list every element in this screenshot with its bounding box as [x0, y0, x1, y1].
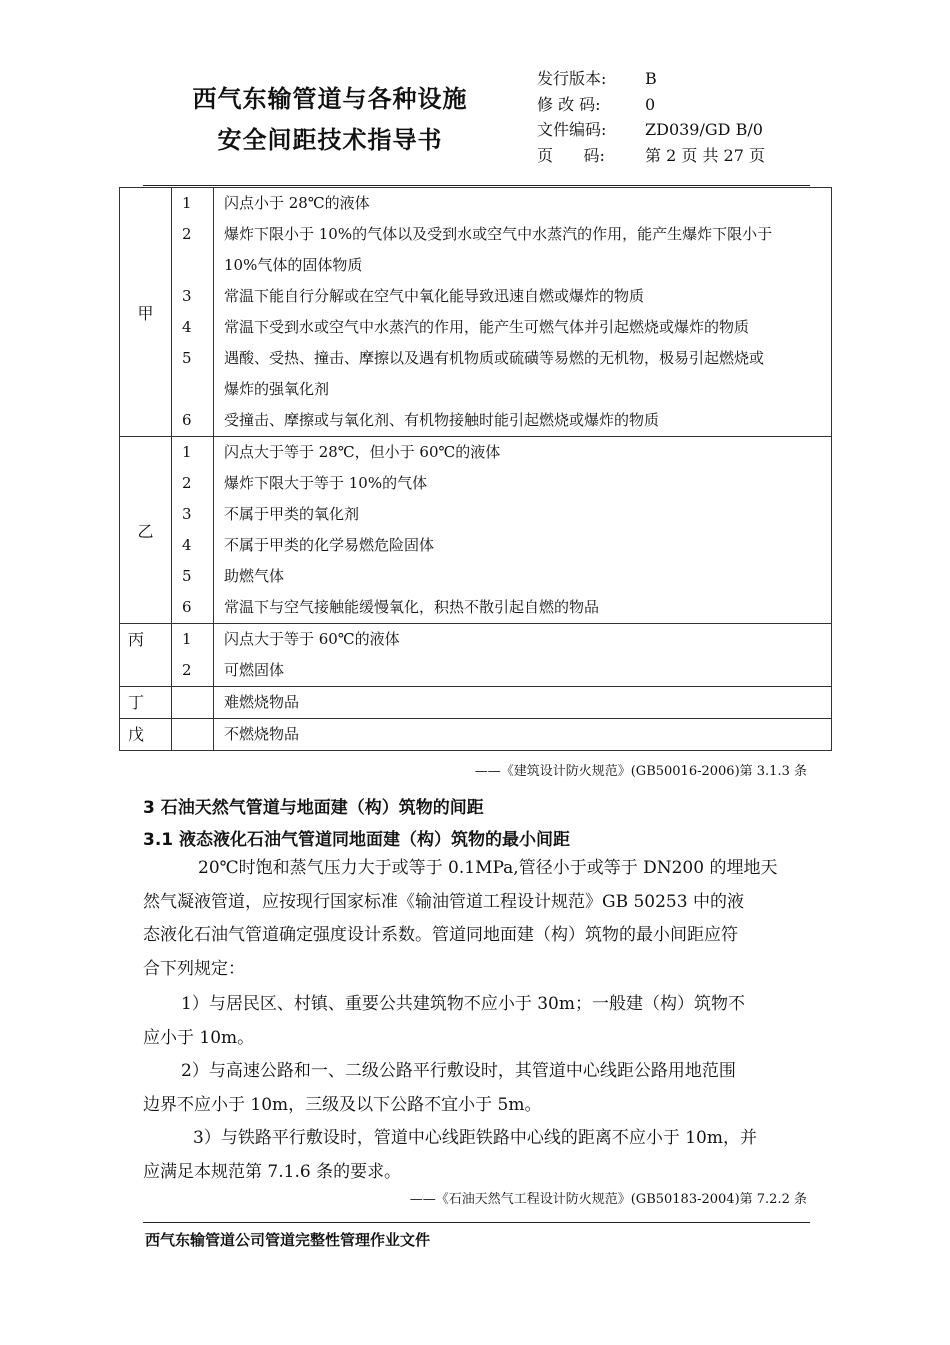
item-description: [214, 281, 831, 312]
meta-value: 0: [645, 94, 656, 114]
text-line: 20℃时饱和蒸气压力大于或等于 0.1MPa,管径小于或等于 DN200 的埋地天: [198, 858, 778, 878]
description-line: 闪点大于等于 28℃，但小于 60℃的液体: [224, 443, 501, 461]
meta-value: ZD039/GD B/0: [645, 120, 763, 139]
item-description: [214, 437, 831, 468]
number-cell: [172, 719, 214, 751]
section-heading: 3 石油天然气管道与地面建（构）筑物的间距: [143, 798, 484, 818]
item-number: 1: [182, 194, 192, 212]
item-number: 2: [182, 474, 192, 492]
description-line: 闪点大于等于 60℃的液体: [224, 630, 400, 648]
category-cell: 丁: [120, 687, 172, 719]
paragraph-rule-3: [143, 1122, 808, 1189]
item-number: 4: [182, 536, 192, 554]
item-number: 6: [182, 411, 192, 429]
meta-label: 修 改 码:: [537, 94, 601, 114]
description-line: 不燃烧物品: [224, 725, 300, 743]
description-cell: [214, 687, 832, 719]
item-number: 2: [182, 225, 192, 243]
item-number: 5: [182, 349, 192, 367]
text-line: 合下列规定：: [143, 958, 245, 979]
paragraph-rule-1: [143, 988, 808, 1055]
category-cell: 甲: [120, 188, 172, 437]
item-description: [214, 219, 831, 281]
table-row: [120, 687, 832, 719]
table-row: [120, 719, 832, 751]
table-row: [120, 624, 832, 687]
subsection-heading: 3.1 液态液化石油气管道同地面建（构）筑物的最小间距: [143, 830, 571, 850]
item-number: 3: [182, 287, 192, 305]
item-description: [214, 405, 831, 436]
description-line: 不属于甲类的氧化剂: [224, 505, 360, 523]
header-rule: [143, 185, 810, 186]
description-line: 助燃气体: [224, 567, 285, 585]
description-line: 不属于甲类的化学易燃危险固体: [224, 536, 435, 554]
text-line: 应满足本规范第 7.1.6 条的要求。: [143, 1161, 402, 1182]
description-line: 爆炸的强氧化剂: [224, 380, 330, 398]
meta-version: [537, 66, 765, 92]
text-line: 态液化石油气管道确定强度设计系数。管道同地面建（构）筑物的最小间距应符: [143, 925, 738, 945]
text-line: 3）与铁路平行敷设时，管道中心线距铁路中心线的距离不应小于 10m，并: [193, 1128, 757, 1148]
footer-rule: [143, 1222, 810, 1223]
text-line: 2）与高速公路和一、二级公路平行敷设时，其管道中心线距公路用地范围: [181, 1061, 736, 1081]
category-cell: 丙: [120, 624, 172, 687]
item-number: [172, 687, 213, 718]
citation-oil-gas-code: ——《石油天然气工程设计防火规范》(GB50183-2004)第 7.2.2 条: [409, 1192, 807, 1207]
item-number: 5: [182, 567, 192, 585]
document-title-line2: 安全间距技术指导书: [217, 126, 443, 154]
paragraph-intro: [143, 852, 808, 986]
text-line: 然气凝液管道，应按现行国家标准《输油管道工程设计规范》GB 50253 中的液: [143, 891, 744, 912]
item-description: [214, 719, 831, 750]
item-description: [214, 592, 831, 623]
document-meta: [537, 66, 765, 168]
description-line: 常温下与空气接触能缓慢氧化，积热不散引起自燃的物品: [224, 598, 600, 616]
text-line: 应小于 10m。: [143, 1027, 255, 1048]
number-cell: [172, 687, 214, 719]
hazard-classification-table: [119, 187, 832, 751]
description-line: 可燃固体: [224, 661, 285, 679]
item-number: 2: [182, 661, 192, 679]
footer-text: 西气东输管道公司管道完整性管理作业文件: [145, 1231, 431, 1249]
document-title-line1: 西气东输管道与各种设施: [192, 85, 468, 113]
number-cell: [172, 437, 214, 624]
text-line: 1）与居民区、村镇、重要公共建筑物不应小于 30m；一般建（构）筑物不: [181, 994, 745, 1014]
description-line: 遇酸、受热、撞击、摩擦以及遇有机物质或硫磺等易燃的无机物，极易引起燃烧或: [224, 349, 765, 367]
meta-revision: [537, 92, 765, 118]
table-row: [120, 188, 832, 437]
meta-value: 第 2 页 共 27 页: [645, 145, 765, 165]
number-cell: [172, 188, 214, 437]
table-row: [120, 437, 832, 624]
description-cell: [214, 624, 832, 687]
meta-page: [537, 143, 765, 169]
citation-building-code: ——《建筑设计防火规范》(GB50016-2006)第 3.1.3 条: [474, 764, 807, 779]
item-description: [214, 499, 831, 530]
category-cell: 戊: [120, 719, 172, 751]
item-number: 1: [182, 443, 192, 461]
description-cell: [214, 719, 832, 751]
item-description: [214, 561, 831, 592]
item-description: [214, 343, 831, 405]
paragraph-rule-2: [143, 1055, 808, 1122]
category-cell: 乙: [120, 437, 172, 624]
item-description: [214, 312, 831, 343]
description-line: 受撞击、摩擦或与氧化剂、有机物接触时能引起燃烧或爆炸的物质: [224, 411, 660, 429]
item-description: [214, 188, 831, 219]
item-description: [214, 687, 831, 718]
meta-label: 页 码:: [537, 145, 605, 165]
text-line: 边界不应小于 10m，三级及以下公路不宜小于 5m。: [143, 1094, 542, 1115]
meta-value: B: [645, 69, 657, 88]
item-number: 4: [182, 318, 192, 336]
meta-label: 文件编码:: [537, 120, 607, 139]
item-description: [214, 624, 831, 655]
item-number: 6: [182, 598, 192, 616]
item-description: [214, 655, 831, 686]
item-description: [214, 468, 831, 499]
meta-doc-code: [537, 117, 765, 143]
description-line: 常温下受到水或空气中水蒸汽的作用，能产生可燃气体并引起燃烧或爆炸的物质: [224, 318, 750, 336]
item-description: [214, 530, 831, 561]
description-line: 常温下能自行分解或在空气中氧化能导致迅速自燃或爆炸的物质: [224, 287, 645, 305]
description-line: 爆炸下限大于等于 10%的气体: [224, 474, 428, 492]
description-cell: [214, 437, 832, 624]
item-number: [172, 719, 213, 750]
item-number: 3: [182, 505, 192, 523]
description-line: 难燃烧物品: [224, 693, 300, 711]
number-cell: [172, 624, 214, 687]
description-cell: [214, 188, 832, 437]
meta-label: 发行版本:: [537, 69, 607, 88]
description-line: 爆炸下限小于 10%的气体以及受到水或空气中水蒸汽的作用，能产生爆炸下限小于: [224, 225, 773, 243]
description-line: 10%气体的固体物质: [224, 256, 363, 274]
description-line: 闪点小于 28℃的液体: [224, 194, 370, 212]
item-number: 1: [182, 630, 192, 648]
